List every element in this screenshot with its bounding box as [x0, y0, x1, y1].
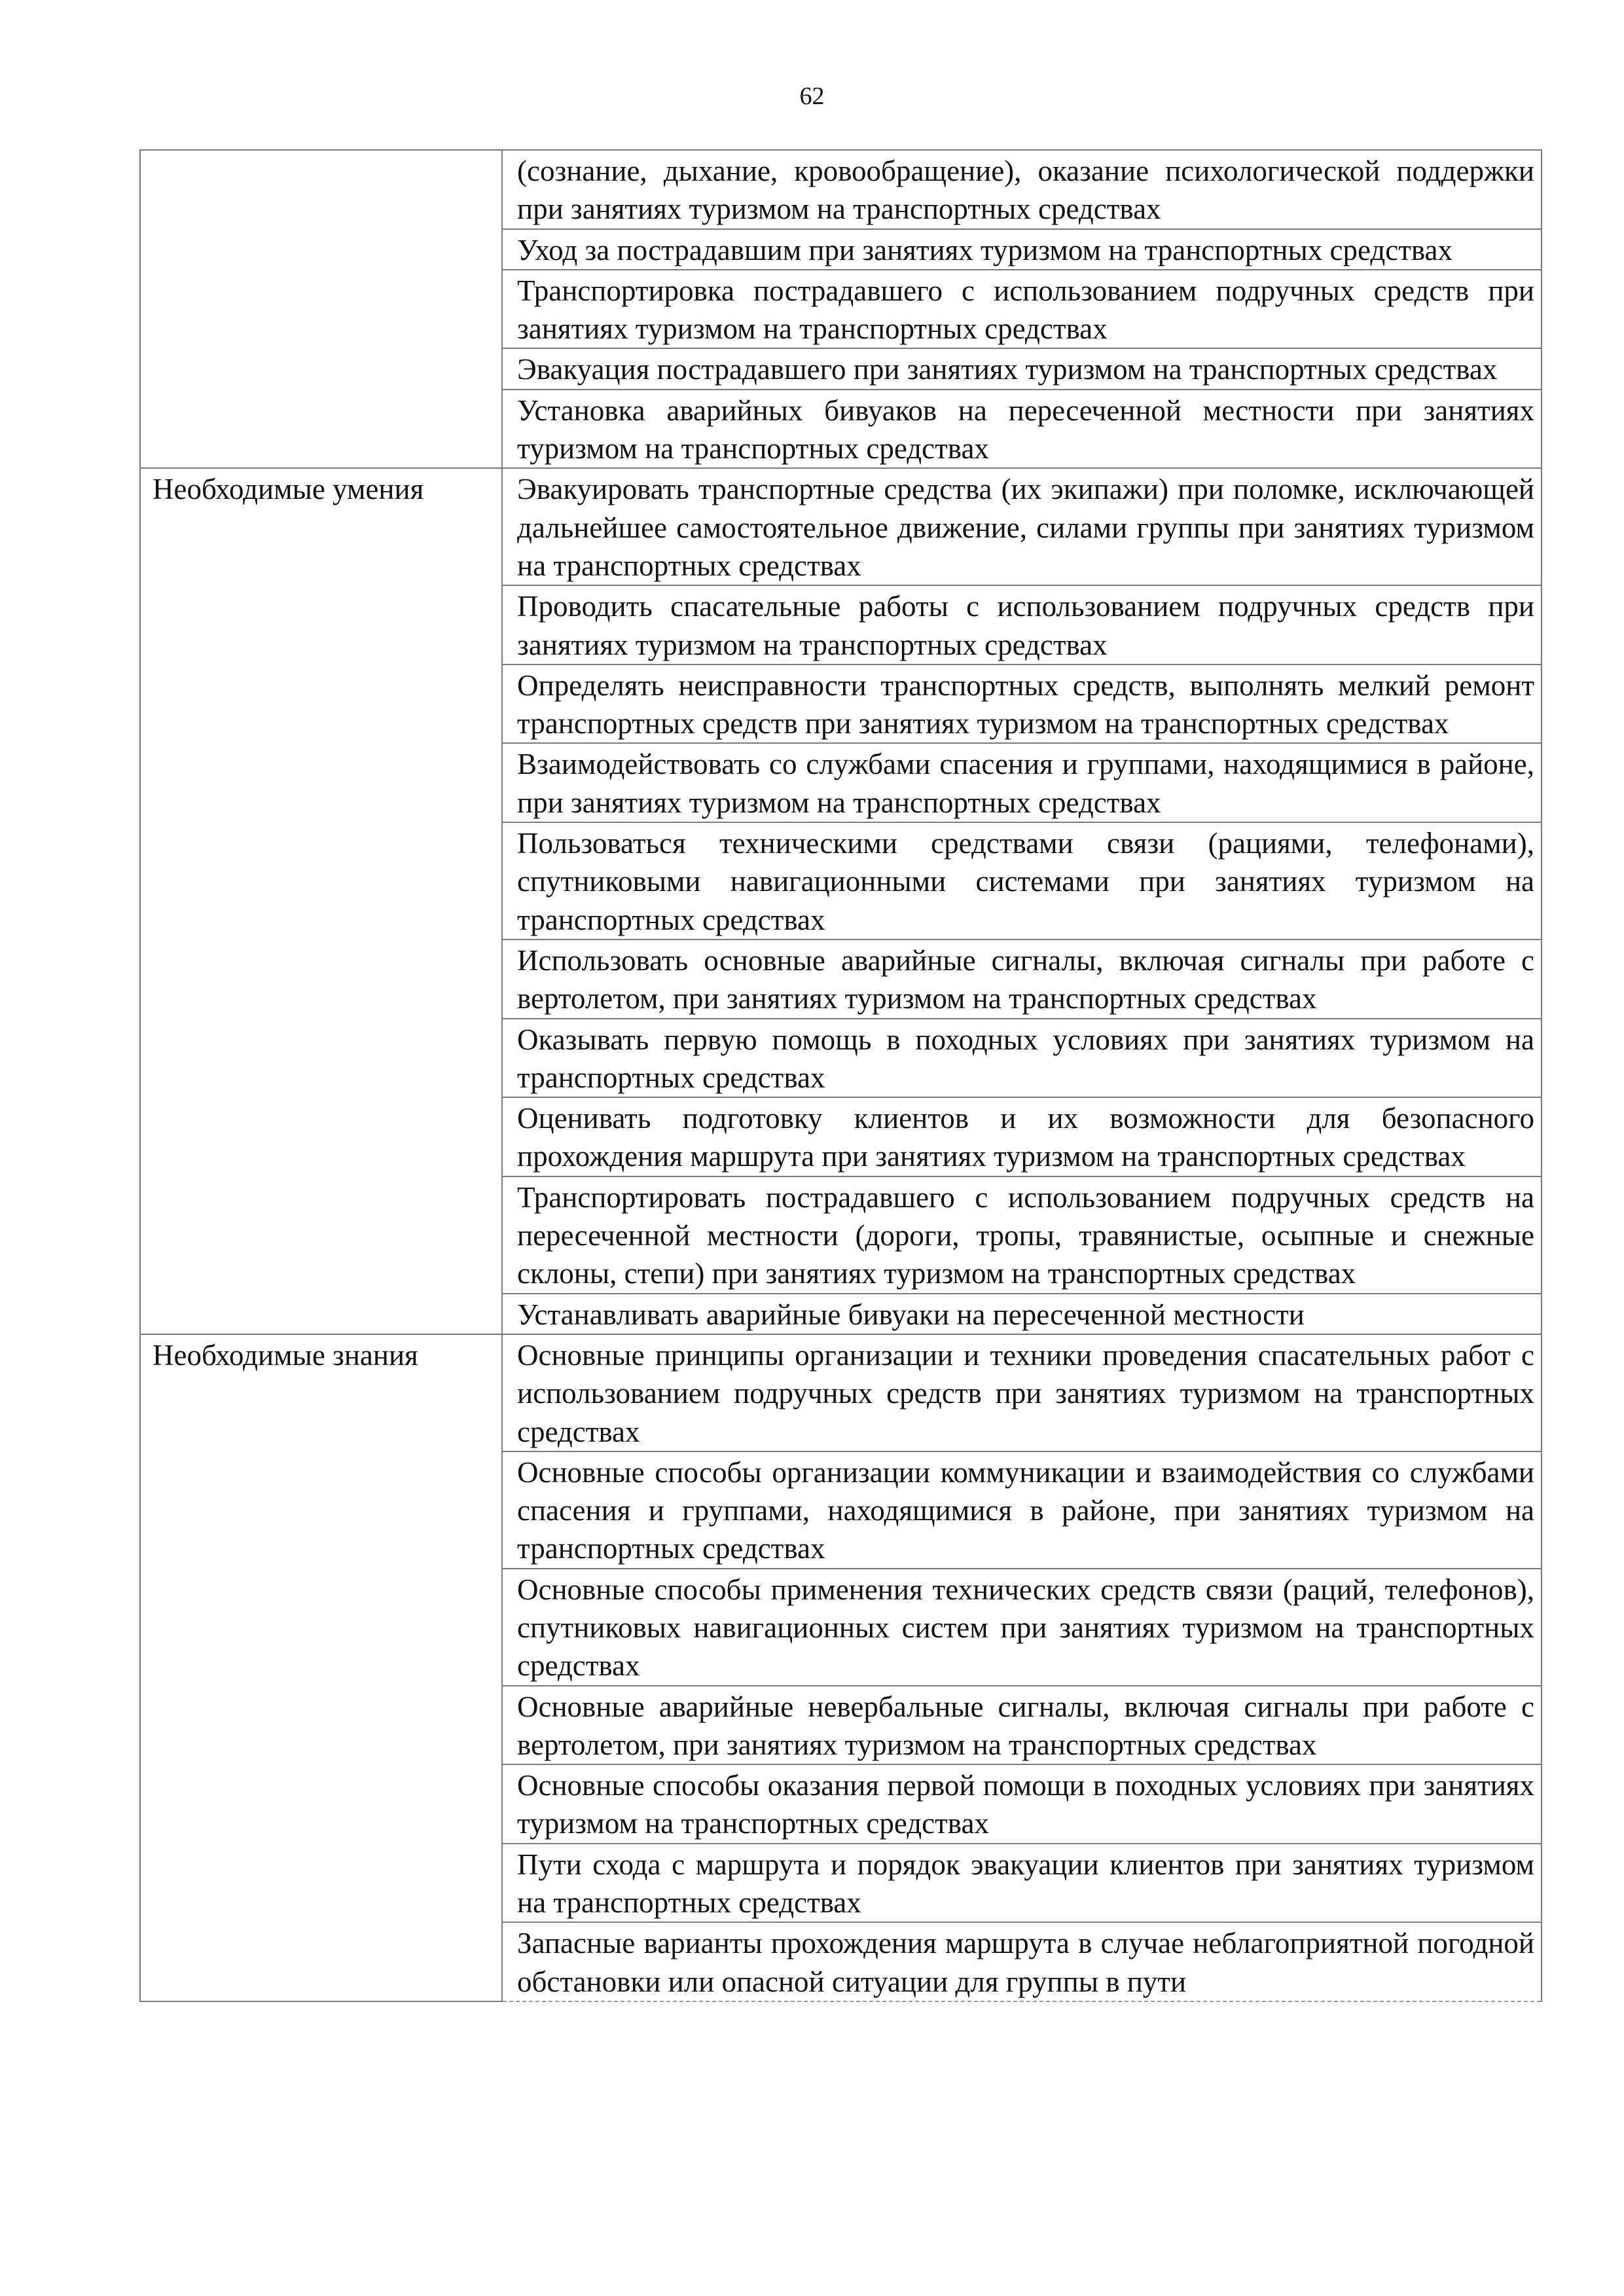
table-cell: Уход за пострадавшим при занятиях туризмом на транспортных средствах: [502, 229, 1542, 270]
table-cell: Оценивать подготовку клиентов и их возможности для безопасного прохождения маршрута при занятиях туризмом на транспортных средствах: [502, 1097, 1542, 1176]
table-cell: Установка аварийных бивуаков на пересеченной местности при занятиях туризмом на транспортных средствах: [502, 390, 1542, 469]
table-cell: (сознание, дыхание, кровообращение), оказание психологической поддержки при занятиях туризмом на транспортных средствах: [502, 150, 1542, 229]
row-label-skills: Необходимые умения: [140, 468, 502, 1334]
table-cell: Основные аварийные невербальные сигналы, включая сигналы при работе с вертолетом, при занятиях туризмом на транспортных средствах: [502, 1686, 1542, 1765]
table-cell: Основные способы организации коммуникации и взаимодействия со службами спасения и группами, находящимися в районе, при занятиях туризмом на транспортных средствах: [502, 1451, 1542, 1569]
table-cell: Определять неисправности транспортных средств, выполнять мелкий ремонт транспортных средств при занятиях туризмом на транспортных средствах: [502, 665, 1542, 744]
competency-table: [139, 149, 1542, 2002]
table-cell-text: Запасные варианты прохождения маршрута в случае неблагоприятной погодной обстановки или опасной ситуации для группы в пути: [517, 1927, 1534, 1998]
table-cell-continued: [502, 1922, 1542, 2001]
table-cell: Транспортировать пострадавшего с использованием подручных средств на пересеченной местности (дороги, тропы, травянистые, осыпные и снежные склоны, степи) при занятиях туризмом на транспортных средствах: [502, 1176, 1542, 1294]
table-cell: Проводить спасательные работы с использованием подручных средств при занятиях туризмом на транспортных средствах: [502, 585, 1542, 665]
row-label-knowledge: Необходимые знания: [140, 1334, 502, 2001]
table-cell: Взаимодействовать со службами спасения и группами, находящимися в районе, при занятиях туризмом на транспортных средствах: [502, 743, 1542, 822]
table-cell: Оказывать первую помощь в походных условиях при занятиях туризмом на транспортных средствах: [502, 1019, 1542, 1098]
table-cell: Эвакуация пострадавшего при занятиях туризмом на транспортных средствах: [502, 348, 1542, 389]
table-cell: Эвакуировать транспортные средства (их экипажи) при поломке, исключающей дальнейшее самостоятельное движение, силами группы при занятиях туризмом на транспортных средствах: [502, 468, 1542, 585]
row-label-cell: [140, 150, 502, 468]
table-cell: Основные принципы организации и техники проведения спасательных работ с использованием подручных средств при занятиях туризмом на транспортных средствах: [502, 1334, 1542, 1451]
table-cell: Пользоваться техническими средствами связи (рациями, телефонами), спутниковыми навигационными системами при занятиях туризмом на транспортных средствах: [502, 822, 1542, 939]
table-row: [140, 1334, 1542, 1451]
table-row: [140, 150, 1542, 229]
table-cell: Устанавливать аварийные бивуаки на пересеченной местности: [502, 1294, 1542, 1334]
table-cell: Использовать основные аварийные сигналы, включая сигналы при работе с вертолетом, при занятиях туризмом на транспортных средствах: [502, 939, 1542, 1019]
table-cell: Основные способы оказания первой помощи в походных условиях при занятиях туризмом на транспортных средствах: [502, 1764, 1542, 1844]
table-cell: Пути схода с маршрута и порядок эвакуации клиентов при занятиях туризмом на транспортных средствах: [502, 1844, 1542, 1923]
table-cell: Основные способы применения технических средств связи (раций, телефонов), спутниковых навигационных систем при занятиях туризмом на транспортных средствах: [502, 1569, 1542, 1686]
page-number: 62: [799, 82, 825, 110]
table-row: [140, 468, 1542, 585]
table-cell: Транспортировка пострадавшего с использованием подручных средств при занятиях туризмом на транспортных средствах: [502, 270, 1542, 349]
